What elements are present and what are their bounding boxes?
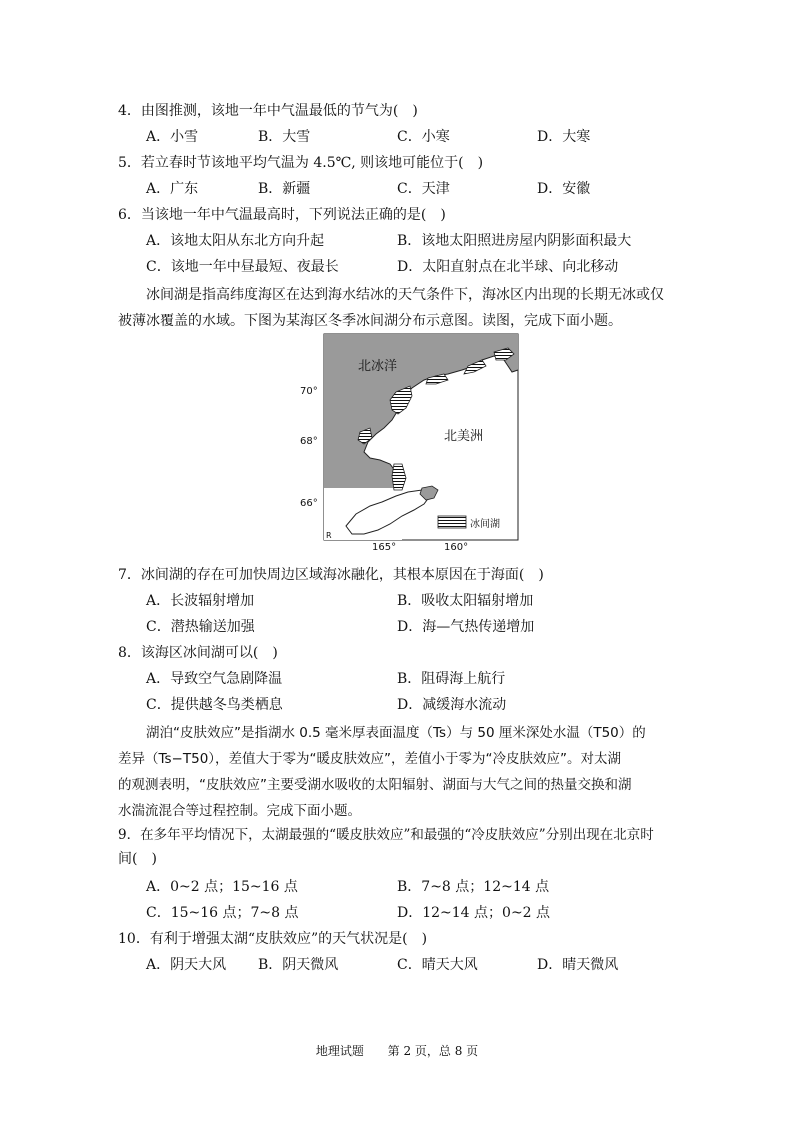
footer-page-number: 第 2 页，总 8 页 [387,1044,479,1058]
q5-option-a[interactable]: A．广东 [146,181,199,197]
q10-option-a[interactable]: A．阴天大风 [146,957,227,973]
q7-option-d[interactable]: D．海—气热传递增加 [397,619,535,635]
q8-option-b[interactable]: B．阻碍海上航行 [397,671,506,687]
q4-option-c[interactable]: C．小寒 [397,129,450,145]
q10-option-d[interactable]: D．晴天微风 [537,957,619,973]
question-5-stem: 5．若立春时节该地平均气温为 4.5℃, 则该地可能位于( ) [118,155,484,171]
polynya-intro-paragraph [118,282,678,334]
intro2-line-2: 差异（Ts−T50），差值大于零为“暖皮肤效应”，差值小于零为“冷皮肤效应”。对太湖 [118,751,622,767]
corner-mark: R [326,531,332,540]
question-10-stem: 10．有利于增强太湖“皮肤效应”的天气状况是( ) [118,931,428,947]
q6-option-c[interactable]: C．该地一年中昼最短、夜最长 [146,259,339,275]
lat-68-label: 68° [300,436,318,447]
question-4-stem: 4．由图推测，该地一年中气温最低的节气为( ) [118,103,418,119]
q6-option-a[interactable]: A．该地太阳从东北方向升起 [146,233,325,249]
q6-option-d[interactable]: D．太阳直射点在北半球、向北移动 [397,259,619,275]
lon-160-label: 160° [444,542,469,553]
skin-effect-intro-paragraph [118,720,678,824]
page-footer [0,1043,794,1059]
q8-option-d[interactable]: D．减缓海水流动 [397,697,507,713]
legend-swatch [438,516,466,528]
q8-option-a[interactable]: A．导致空气急剧降温 [146,671,283,687]
question-9-stem-line-1: 9．在多年平均情况下，太湖最强的“暖皮肤效应”和最强的“冷皮肤效应”分别出现在北京时 [118,827,654,843]
q7-option-a[interactable]: A．长波辐射增加 [146,593,255,609]
footer-subject: 地理试题 [315,1044,364,1058]
intro1-line-2: 被薄冰覆盖的水域。下图为某海区冬季冰间湖分布示意图。读图，完成下面小题。 [118,313,622,329]
question-8-stem: 8．该海区冰间湖可以( ) [118,645,278,661]
polynya-map [298,330,528,553]
q6-option-b[interactable]: B．该地太阳照进房屋内阴影面积最大 [397,233,632,249]
question-7-stem: 7．冰间湖的存在可加快周边区域海冰融化，其根本原因在于海面( ) [118,567,544,583]
q9-option-d[interactable]: D．12~14 点；0~2 点 [397,905,551,921]
intro2-line-1: 湖泊“皮肤效应”是指湖水 0.5 毫米厚表面温度（Ts）与 50 厘米深处水温（T50）的 [146,725,646,741]
legend-label: 冰间湖 [470,519,500,530]
q10-option-c[interactable]: C．晴天大风 [397,957,478,973]
q5-option-d[interactable]: D．安徽 [537,181,591,197]
q10-option-b[interactable]: B．阴天微风 [258,957,339,973]
lon-165-label: 165° [372,542,397,553]
q7-option-b[interactable]: B．吸收太阳辐射增加 [397,593,534,609]
q9-option-b[interactable]: B．7~8 点；12~14 点 [397,879,550,895]
q4-option-a[interactable]: A．小雪 [146,129,199,145]
q7-option-c[interactable]: C．潜热输送加强 [146,619,255,635]
question-9-stem-line-2: 间( ) [118,851,157,867]
intro2-line-4: 水湍流混合等过程控制。完成下面小题。 [118,803,361,819]
intro2-line-3: 的观测表明，“皮肤效应”主要受湖水吸收的太阳辐射、湖面与大气之间的热量交换和湖 [118,777,632,793]
q4-option-d[interactable]: D．大寒 [537,129,591,145]
intro1-line-1: 冰间湖是指高纬度海区在达到海水结冰的天气条件下，海冰区内出现的长期无冰或仅 [146,287,664,303]
lat-66-label: 66° [300,498,318,509]
q5-option-c[interactable]: C．天津 [397,181,450,197]
q5-option-b[interactable]: B．新疆 [258,181,311,197]
q4-option-b[interactable]: B．大雪 [258,129,311,145]
arctic-ocean-label: 北冰洋 [358,359,398,374]
question-6-stem: 6．当该地一年中气温最高时，下列说法正确的是( ) [118,207,446,223]
north-america-label: 北美洲 [444,429,484,444]
q8-option-c[interactable]: C．提供越冬鸟类栖息 [146,697,283,713]
q9-option-c[interactable]: C．15~16 点；7~8 点 [146,905,299,921]
lat-70-label: 70° [300,386,318,397]
q9-option-a[interactable]: A．0~2 点；15~16 点 [146,879,298,895]
